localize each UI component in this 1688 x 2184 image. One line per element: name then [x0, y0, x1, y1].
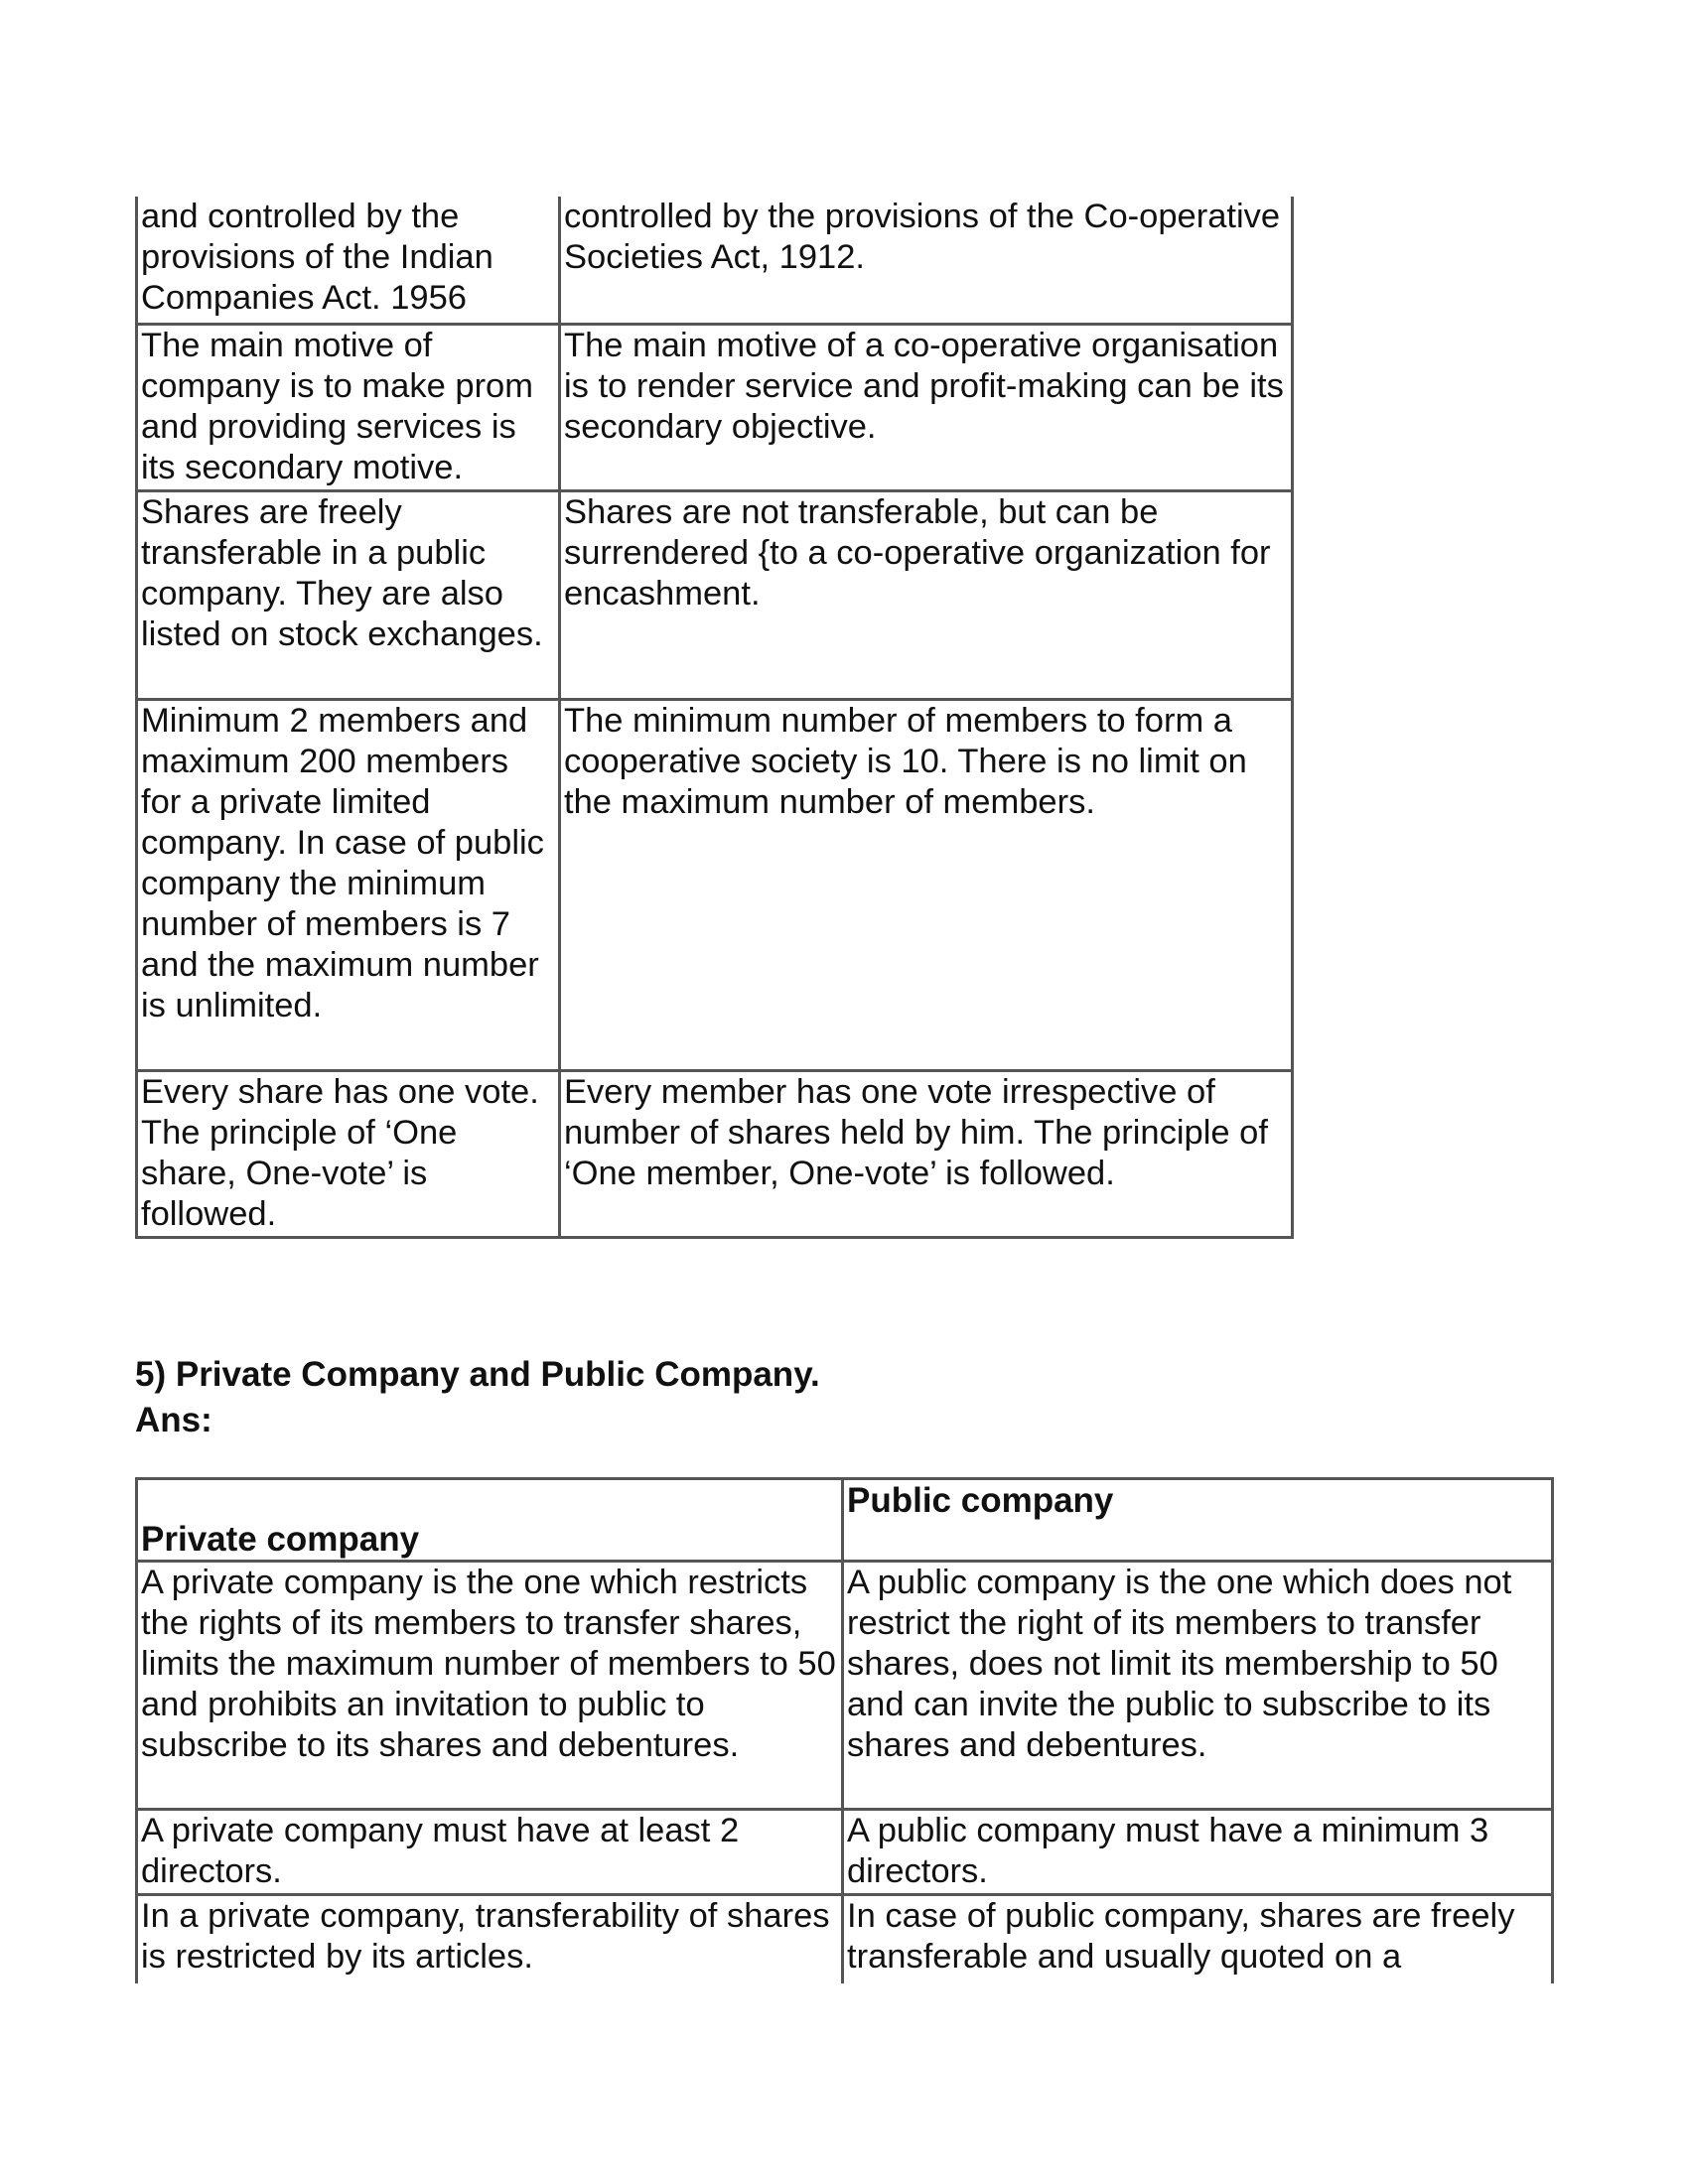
table-cell: A private company must have at least 2 directors.: [137, 1810, 843, 1895]
table-cell: Minimum 2 members and maximum 200 members for a private limited company. In case of public company the minimum number of members is 7 and the maximum number is unlimited.: [137, 699, 560, 1070]
table-cell: The minimum number of members to form a cooperative society is 10. There is no limit on the maximum number of members.: [560, 699, 1293, 1070]
table-row: [137, 490, 1293, 699]
section-title: 5) Private Company and Public Company.: [135, 1355, 820, 1394]
cooperative-comparison-table: [135, 197, 1294, 1239]
table-row: [137, 1895, 1553, 1984]
table-cell: A public company is the one which does not restrict the right of its members to transfer shares, does not limit its membership to 50 and can invite the public to subscribe to its shares and debentures.: [843, 1562, 1553, 1810]
section-heading: [135, 1352, 820, 1443]
column-header-public: Public company: [843, 1479, 1553, 1562]
table-row: [137, 1810, 1553, 1895]
table-cell: In case of public company, shares are freely transferable and usually quoted on a: [843, 1895, 1553, 1984]
table-cell: Every share has one vote. The principle of ‘One share, One-vote’ is followed.: [137, 1070, 560, 1237]
table-cell: A public company must have a minimum 3 directors.: [843, 1810, 1553, 1895]
table-cell: Shares are freely transferable in a public company. They are also listed on stock exchanges.: [137, 490, 560, 699]
table-row: [137, 197, 1293, 324]
table-cell: Every member has one vote irrespective of number of shares held by him. The principle of ‘One member, One-vote’ is followed.: [560, 1070, 1293, 1237]
table-row: [137, 324, 1293, 490]
table-cell: In a private company, transferability of shares is restricted by its articles.: [137, 1895, 843, 1984]
table-row: [137, 1070, 1293, 1237]
table-cell: A private company is the one which restricts the rights of its members to transfer shares, limits the maximum number of members to 50 and prohibits an invitation to public to subscribe to its shares and debentures.: [137, 1562, 843, 1810]
table-cell: The main motive of company is to make prom and providing services is its secondary motive.: [137, 324, 560, 490]
column-header-private: Private company: [137, 1479, 843, 1562]
table-cell: controlled by the provisions of the Co-operative Societies Act, 1912.: [560, 197, 1293, 324]
table-row: [137, 1562, 1553, 1810]
answer-label: Ans:: [135, 1401, 212, 1439]
table-cell: The main motive of a co-operative organisation is to render service and profit-making can be its secondary objective.: [560, 324, 1293, 490]
table-row: [137, 699, 1293, 1070]
table-cell: Shares are not transferable, but can be surrendered {to a co-operative organization for encashment.: [560, 490, 1293, 699]
table-cell: and controlled by the provisions of the Indian Companies Act. 1956: [137, 197, 560, 324]
private-public-company-table: [135, 1477, 1554, 1983]
table-header-row: [137, 1479, 1553, 1562]
